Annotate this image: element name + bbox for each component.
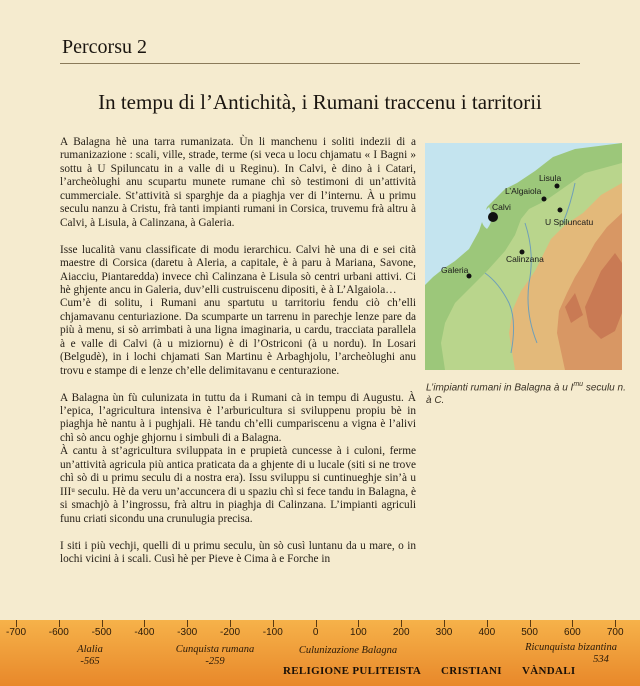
paragraph-1: A Balagna hè una tarra rumanizata. Ùn li manchenu i soliti indezii di a rumanizazione : scali, ville, strade, terme (si veca u locu chjamatu « I Bagni » sottu à U Spiluncatu in a valle di u Reginu). In Calvi, è dino à i Catari, l’archeòlughi anu scupartu munete rumane chì sò testimoni di un’attività cummerciale. St’attività si sparghje da a piaghja ver di l’internu. À u primu seculu nanzu à Cristu, frà tanti impianti rumani in Corsica, truvemu frà altru à Calvi, à Lisula, à Calinzana, à Galeria. — [60, 136, 416, 229]
event-colonisation — [283, 645, 413, 657]
timeline-tick — [187, 620, 188, 627]
timeline-tick — [59, 620, 60, 627]
timeline-tick — [144, 620, 145, 627]
timeline-tick-label: 100 — [350, 627, 367, 638]
event-alalia — [60, 644, 120, 668]
event-byzantine-name: Ricunquista bizantina — [525, 642, 617, 653]
timeline-tick — [358, 620, 359, 627]
map-caption-sup: mu — [573, 381, 584, 388]
timeline-tick-label: -300 — [177, 627, 198, 638]
era-polytheism: RELIGIONE PULITEISTA — [283, 665, 422, 677]
page-title: In tempu di l’Antichità, i Rumani traccenu i tarritorii — [98, 90, 542, 114]
timeline-tick — [530, 620, 531, 627]
event-colonisation-name: Culunizazione Balagna — [298, 645, 398, 656]
paragraph-6: I siti i più vechji, quelli di u primu seculu, ùn sò cusì luntanu da u mare, o in lochi vicini à i scali. Cusì hè per Pieve è Cima à e Forche in — [60, 539, 416, 565]
timeline-tick — [102, 620, 103, 627]
timeline-tick-label: 0 — [312, 627, 319, 638]
timeline-tick — [615, 620, 616, 627]
paragraph-4: A Balagna ùn fù culunizata in tuttu da i Rumani cà in tempu di Augustu. À l’epica, l’agricultura intensiva è l’arburicultura si sviluppenu propiu bè in piaghja hè nantu à i pughjali. Hè tandu ch’elli cumpariscenu a vigna è l’alivi chì sò ancu oghje ghjornu i simbuli di a Balagna. — [60, 391, 416, 444]
event-conquest — [160, 644, 270, 668]
timeline-tick — [316, 620, 317, 627]
timeline-tick-label: -100 — [262, 627, 283, 638]
timeline-tick-label: -600 — [48, 627, 69, 638]
timeline-tick — [401, 620, 402, 627]
paragraph-5: À cantu à st’agricultura sviluppata in e prupietà cuncesse à i culoni, ferme un’attività agricula più antica praticata da a ghjente di u lucale (siti si ne trove chì sò di u primu seculu di a nostra era). Issu sviluppu si cuntinueghje sin’à u IIIᵘ seculu. Hè da veru un’accuncera di u spaziu chì si fece tandu in Balagna, è si smachjò à l’ingrossu, frà altru in piaghja di Calinzana. L’impianti agriculi funu criati sicondu una crunulugia precisa. — [60, 445, 416, 525]
paragraph-2: Isse lucalità vanu classificate di modu ierarchicu. Calvi hè una di e sei cità maestre di Corsica (daretu à Aleria, a capitale, è à paru à Mariana, Savone, Aiacciu, Piantaredda) invece chì Calinzana è Lisula sò centri urbani attivi. Ci hè ghjente ancu in Galeria, duv’elli custruiscenu dipositi, è à L’Algaiola… — [60, 243, 416, 296]
timeline-tick — [16, 620, 17, 627]
timeline-tick-label: 200 — [392, 627, 410, 638]
relief-map — [425, 143, 622, 370]
event-alalia-name: Alalia — [77, 644, 103, 655]
timeline-tick-label: 700 — [606, 627, 624, 638]
map-label-lisula: Lisula — [539, 173, 562, 183]
timeline-tick — [572, 620, 573, 627]
event-conquest-year: -259 — [205, 656, 225, 667]
timeline-tick-label: 400 — [478, 627, 496, 638]
section-title: Percorsu 2 — [62, 36, 147, 58]
timeline-tick-label: -500 — [91, 627, 112, 638]
timeline-tick — [273, 620, 274, 627]
era-christians: CRISTIANI — [441, 665, 502, 677]
event-alalia-year: -565 — [80, 656, 100, 667]
map-caption-text: L’impianti rumani in Balagna à u I — [426, 382, 574, 394]
timeline-tick-label: -700 — [5, 627, 26, 638]
timeline-tick — [487, 620, 488, 627]
title-divider — [60, 63, 580, 64]
paragraph-3: Cum’è di solitu, i Rumani anu spartutu u tarritoriu fendu ciò ch’elli chjamavanu centuriazione. Da scumparte un tarrenu in parechje lenze pare da più à menu, si sò arrimbati à una ligna imaginaria, u cardu, tracciata parallela à e valle di Calvi (à u miziornu) è di l’Ostriconi (à u nordu). In Losari (Belgudè), in i lochi chjamati San Martinu è Arbaghjolu, l’archeòlughi anu trovu e stampe di e lenze ch’elle delimitavanu e centurazione. — [60, 297, 416, 377]
era-vandals: VÀNDALI — [522, 665, 576, 677]
map-label-algaiola: L’Algaiola — [505, 186, 542, 196]
map-label-calvi: Calvi — [492, 202, 511, 212]
event-conquest-name: Cunquista rumana — [175, 644, 255, 655]
timeline — [0, 620, 640, 686]
timeline-tick-label: 600 — [564, 627, 581, 638]
map-caption-text-end: seculu n. à C. — [426, 382, 626, 407]
map-label-calinzana: Calinzana — [506, 254, 544, 264]
timeline-tick — [230, 620, 231, 627]
event-byzantine — [506, 642, 636, 666]
timeline-tick-label: 500 — [521, 627, 538, 638]
timeline-tick-label: 300 — [435, 627, 453, 638]
map-label-galeria: Galeria — [441, 265, 469, 275]
map-caption — [426, 378, 626, 407]
timeline-tick — [444, 620, 445, 627]
timeline-tick-label: -400 — [134, 627, 155, 638]
event-byzantine-year: 534 — [593, 654, 609, 665]
map-label-spiluncatu: U Spiluncatu — [545, 217, 594, 227]
article-body — [60, 136, 416, 580]
timeline-tick-label: -200 — [219, 627, 240, 638]
